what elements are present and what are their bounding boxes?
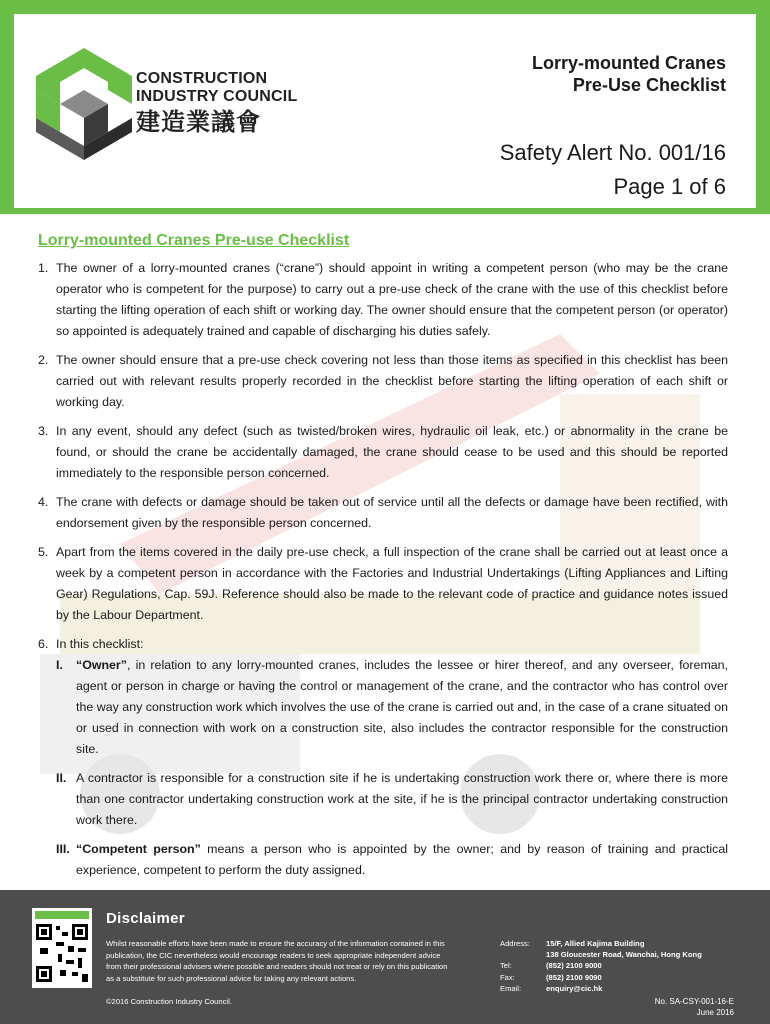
tel-value: (852) 2100 9000 [546,961,602,971]
definition-body: , in relation to any lorry-mounted cranes, includes the lessee or hirer thereof, and any overseer, foreman, agent or person in charge or having the control or management of the crane, and the contractor who has control over the way any construction work which involves the use of the crane is carried out and, in the case of a crane situated on or used in connection with work on a construction site, also includes the contractor responsible for the construction site. [76,658,728,756]
contact-info [500,938,746,994]
org-name-en-line2: INDUSTRY COUNCIL [136,88,298,105]
item-number: 3. [38,424,49,438]
defined-term: “Competent person” [76,842,201,856]
footer [0,890,770,1024]
section-heading: Lorry-mounted Cranes Pre-use Checklist [38,232,350,249]
item-text: Apart from the items covered in the daily pre-use check, a full inspection of the crane shall be carried out at least once a week by a competent person in accordance with the Factories and Industrial Undertakings (Lifting Appliances and Lifting Gear) Regulations, Cap. 59J. Reference should also be made to the relevant code of practice and guidance notes issued by the Labour Department. [56,545,728,622]
qr-code-icon [32,908,92,988]
org-name-zh: 建造業議會 [136,109,261,136]
definition-item [56,768,728,831]
title-line2: Pre-Use Checklist [572,75,726,95]
disclaimer-text: Whilst reasonable efforts have been made to ensure the accuracy of the information contained in this publication, the CIC nevertheless would encourage readers to seek appropriate independent advice from their professional advisers where possible and readers should not treat or rely on this publication as a substitute for such professional advice for taking any relevant actions. [106,939,448,983]
roman-numeral: II. [56,771,67,785]
item-number: 4. [38,495,49,509]
fax-value: (852) 2100 9090 [546,972,602,982]
item-number: 5. [38,545,49,559]
item-text: In any event, should any defect (such as twisted/broken wires, hydraulic oil leak, etc.) or abnormality in the crane be found, or should the crane be accidentally damaged, the crane should cease to be used and this should be reported immediately to the responsible person concerned. [56,424,728,480]
definition-body: A contractor is responsible for a construction site if he is undertaking construction work there or, where there is more than one contractor undertaking construction work at the site, if he is the principal contractor undertaking construction work there. [76,771,728,827]
doc-date: June 2016 [696,1008,734,1017]
item-text: The owner of a lorry-mounted cranes (“crane”) should appoint in writing a competent person (who may be the crane operator who is competent for the purpose) to carry out a pre-use check of the crane with the use of this checklist before starting the lifting operation of each shift or working day. The owner should ensure that the competent person (or operator) so appointed is adequately trained and capable of discharging his duties safely. [56,261,728,338]
disclaimer-title: Disclaimer [106,910,185,927]
item-text: The owner should ensure that a pre-use check covering not less than those items as specified in this checklist has been carried out with relevant results properly recorded in the checklist before starting the lifting operation of each shift or working day. [56,353,728,409]
safety-alert-number: Safety Alert No. 001/16 [499,140,726,165]
org-name-en-line1: CONSTRUCTION [136,70,268,87]
cic-logo [36,48,132,160]
defined-term: “Owner” [76,658,127,672]
green-frame-left [0,0,14,212]
list-item [38,258,728,342]
definition-text [76,839,728,881]
address-line1: 15/F, Allied Kajima Building [546,939,645,948]
item-number: 1. [38,261,49,275]
definition-body: means a person who is appointed by the owner; and by reason of training and practical experience, competent to perform the duty assigned. [76,842,728,877]
checklist-content [38,232,728,889]
green-frame-right [756,0,770,212]
definition-text [76,768,728,831]
definition-item [56,655,728,760]
title-line1: Lorry-mounted Cranes [531,53,726,73]
item-text: The crane with defects or damage should be taken out of service until all the defects or damage have been rectified, with endorsement given by the responsible person concerned. [56,495,728,530]
item-number: 6. [38,637,49,651]
list-item [38,350,728,413]
document-title [532,52,726,96]
email-label: Email: [500,983,522,993]
list-item [38,542,728,626]
roman-numeral: III. [56,842,70,856]
list-item [38,421,728,484]
doc-number: No. SA-CSY-001-16-E [654,997,734,1006]
definition-item [56,839,728,881]
roman-numeral: I. [56,658,63,672]
green-frame-top [0,0,770,14]
organisation-name [136,70,297,138]
list-item [38,492,728,534]
copyright: ©2016 Construction Industry Council. [106,997,232,1006]
email-link[interactable]: enquiry@cic.hk [546,983,603,993]
page-number: Page 1 of 6 [613,174,726,199]
address-line2: 138 Gloucester Road, Wanchai, Hong Kong [546,950,702,960]
item-text: In this checklist: [56,637,144,651]
address-label: Address: [500,939,530,948]
list-item [38,634,728,655]
item-number: 2. [38,353,49,367]
tel-label: Tel: [500,961,512,971]
document-number [655,996,734,1018]
fax-label: Fax: [500,972,515,982]
definition-text [76,655,728,760]
